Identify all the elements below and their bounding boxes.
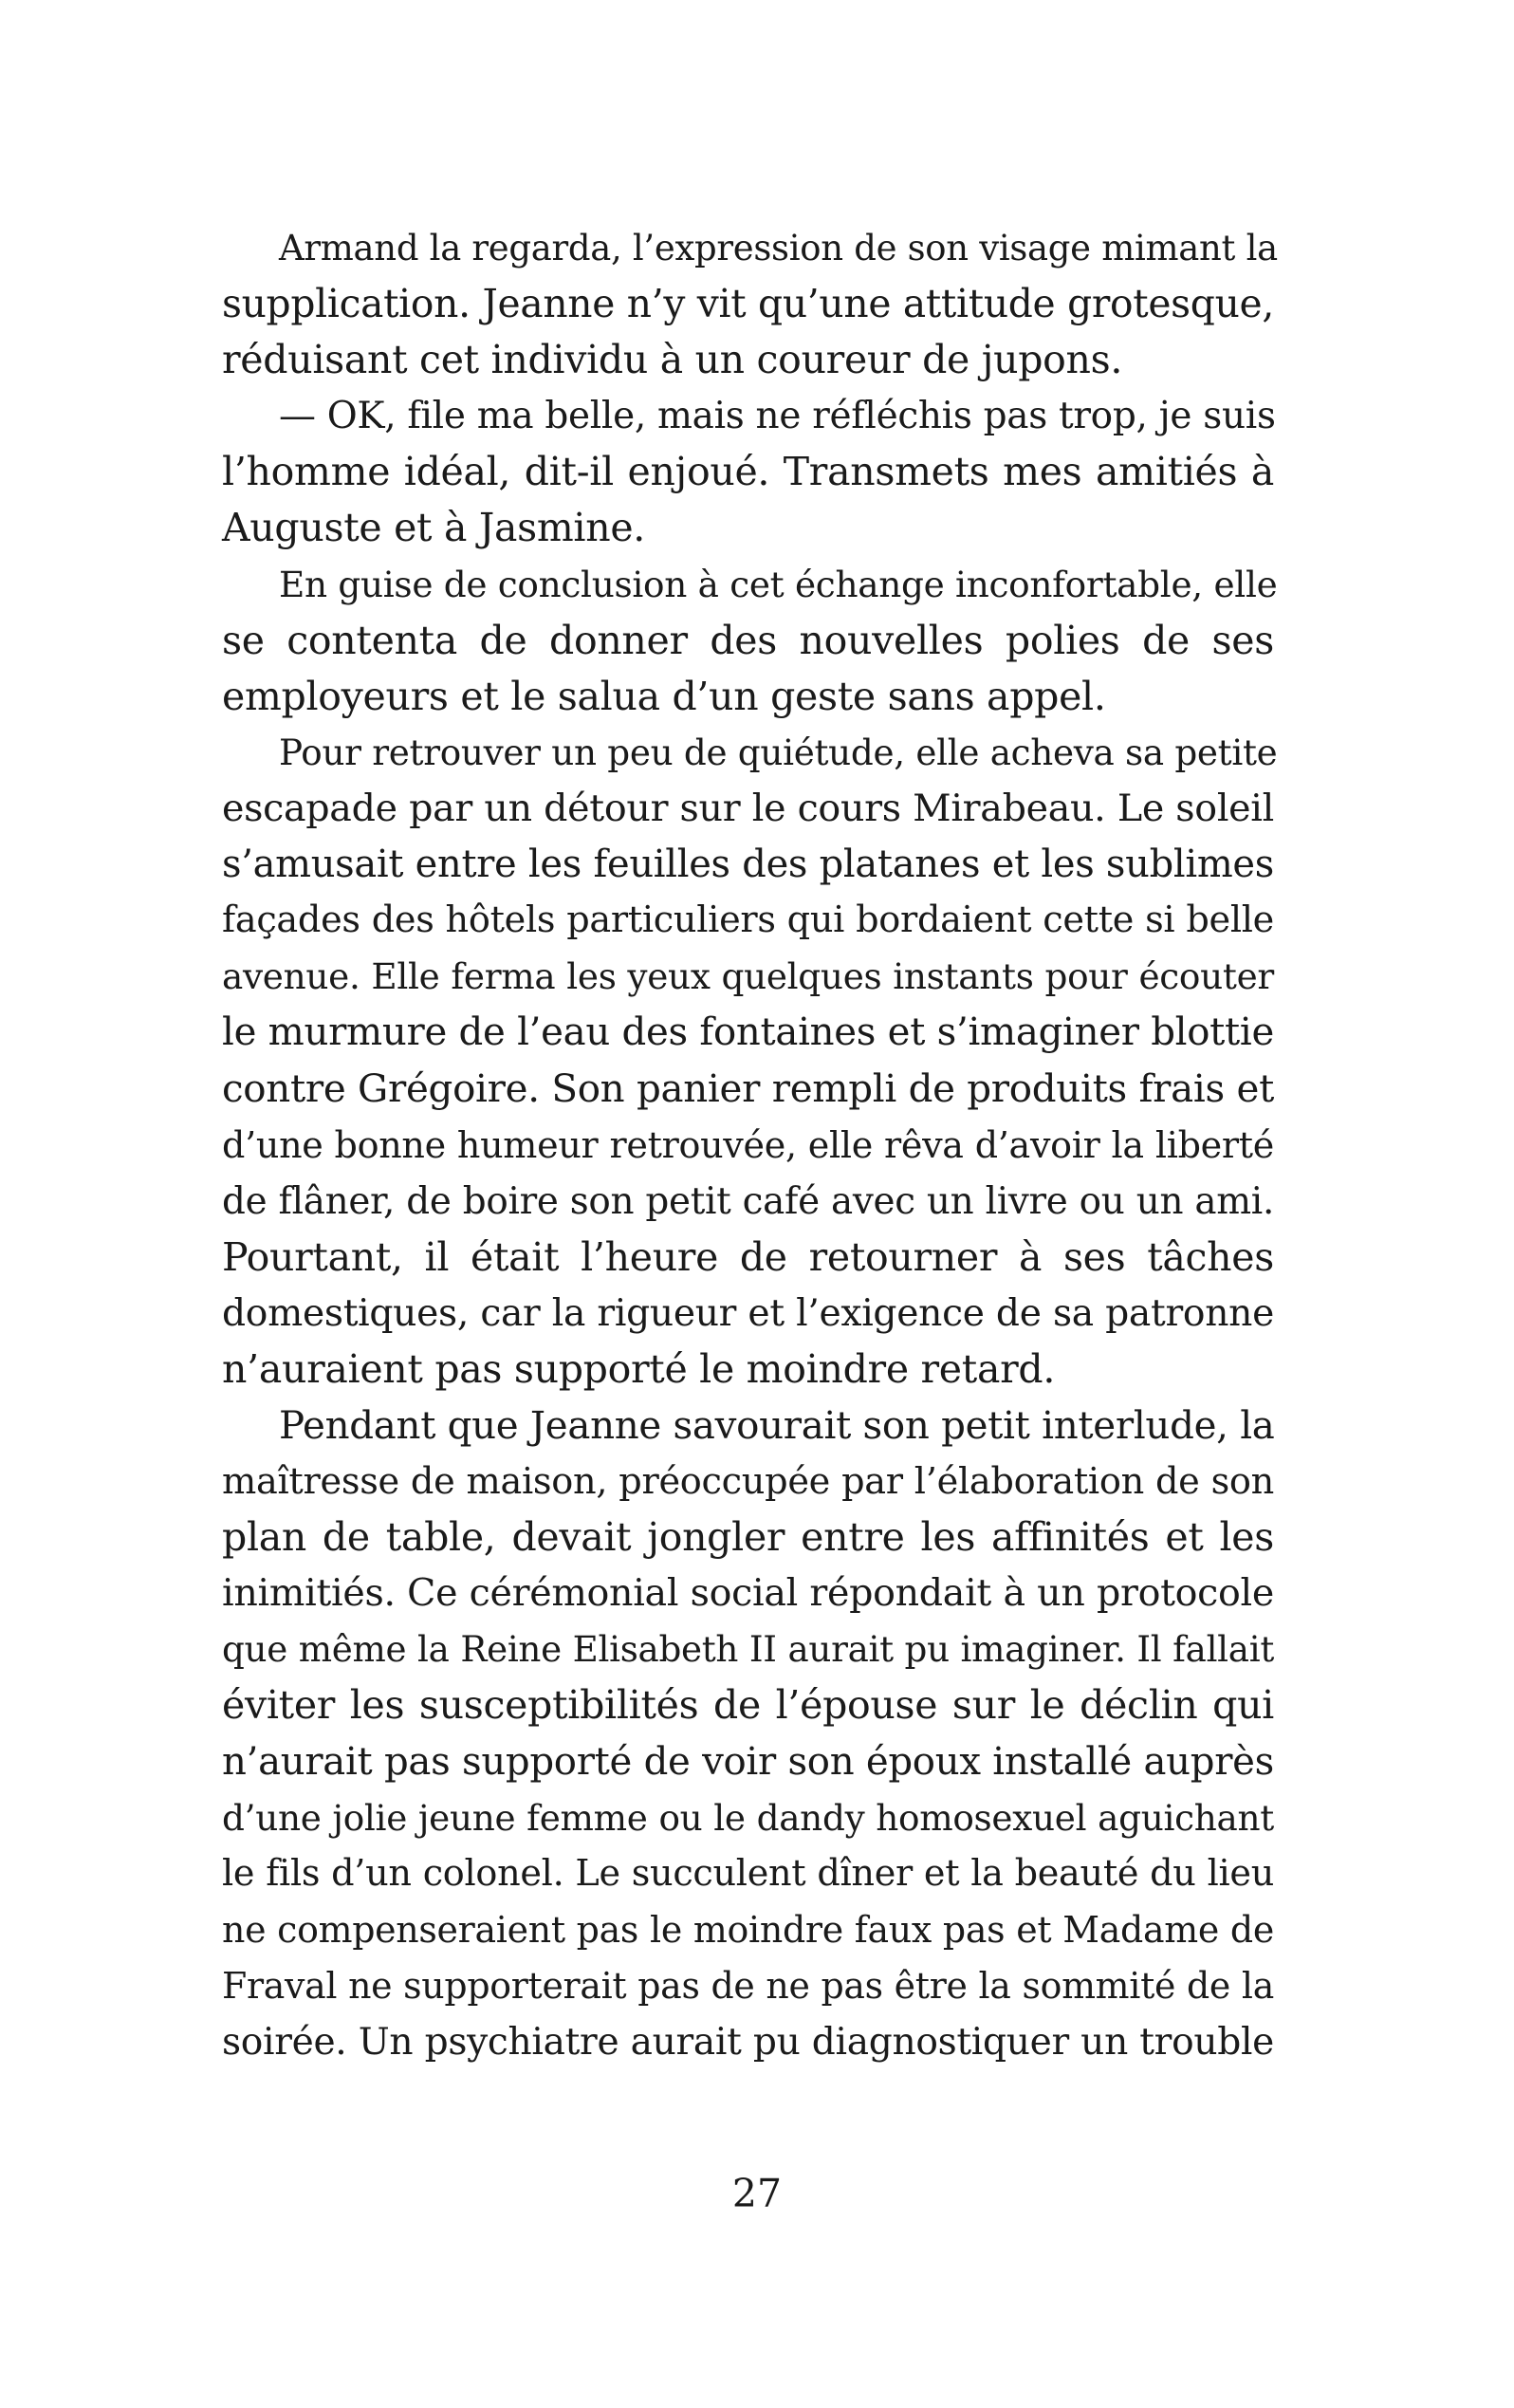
- text-line: avenue. Elle ferma les yeux quelques instants pour écouter: [222, 955, 1274, 998]
- text-line: d’une bonne humeur retrouvée, elle rêva d’avoir la liberté: [222, 1123, 1274, 1166]
- text-line: Pendant que Jeanne savourait son petit interlude, la: [279, 1402, 1275, 1448]
- text-line: soirée. Un psychiatre aurait pu diagnostiquer un trouble: [222, 2021, 1274, 2064]
- text-line: En guise de conclusion à cet échange inconfortable, elle: [279, 563, 1278, 605]
- text-line: de flâner, de boire son petit café avec un livre ou un ami.: [222, 1179, 1274, 1223]
- text-line: s’amusait entre les feuilles des platanes et les sublimes: [222, 843, 1274, 887]
- text-line: que même la Reine Elisabeth II aurait pu imaginer. Il fallait: [222, 1628, 1274, 1671]
- text-line: Pour retrouver un peu de quiétude, elle acheva sa petite: [279, 731, 1278, 773]
- text-line: n’aurait pas supporté de voir son époux installé auprès: [222, 1739, 1274, 1784]
- text-line: Fraval ne supporterait pas de ne pas être la sommité de la: [222, 1964, 1274, 2007]
- text-line: escapade par un détour sur le cours Mirabeau. Le soleil: [222, 786, 1274, 830]
- text-line: maîtresse de maison, préoccupée par l’élaboration de son: [222, 1460, 1274, 1504]
- text-line: façades des hôtels particuliers qui bordaient cette si belle: [222, 899, 1274, 942]
- text-line: Armand la regarda, l’expression de son visage mimant la: [279, 228, 1278, 269]
- text-line: d’une jolie jeune femme ou le dandy homosexuel aguichant: [222, 1796, 1274, 1839]
- text-line: se contenta de donner des nouvelles polies de ses: [222, 617, 1274, 663]
- text-line: domestiques, car la rigueur et l’exigence de sa patronne: [222, 1291, 1274, 1335]
- text-line: n’auraient pas supporté le moindre retard.: [222, 1345, 1056, 1392]
- text-line: Auguste et à Jasmine.: [222, 505, 646, 551]
- text-line: plan de table, devait jongler entre les affinités et les: [222, 1514, 1274, 1561]
- text-line: éviter les susceptibilités de l’épouse sur le déclin qui: [222, 1682, 1274, 1729]
- page-number: 27: [731, 2171, 783, 2216]
- text-line: ne compenseraient pas le moindre faux pas et Madame de: [222, 1908, 1274, 1951]
- text-line: contre Grégoire. Son panier rempli de produits frais et: [222, 1066, 1274, 1112]
- text-line: le fils d’un colonel. Le succulent dîner et la beauté du lieu: [222, 1852, 1274, 1895]
- text-line: inimitiés. Ce cérémonial social répondait à un protocole: [222, 1571, 1274, 1616]
- text-line: réduisant cet individu à un coureur de jupons.: [222, 337, 1123, 383]
- text-line: employeurs et le salua d’un geste sans appel.: [222, 673, 1106, 719]
- text-line: le murmure de l’eau des fontaines et s’imaginer blottie: [222, 1010, 1274, 1055]
- text-line: l’homme idéal, dit-il enjoué. Transmets mes amitiés à: [222, 449, 1274, 495]
- body-text: [222, 220, 1278, 2070]
- text-line: Pourtant, il était l’heure de retourner à ses tâches: [222, 1233, 1274, 1280]
- text-line: — OK, file ma belle, mais ne réfléchis pas trop, je suis: [279, 395, 1276, 438]
- text-line: supplication. Jeanne n’y vit qu’une attitude grotesque,: [222, 281, 1274, 327]
